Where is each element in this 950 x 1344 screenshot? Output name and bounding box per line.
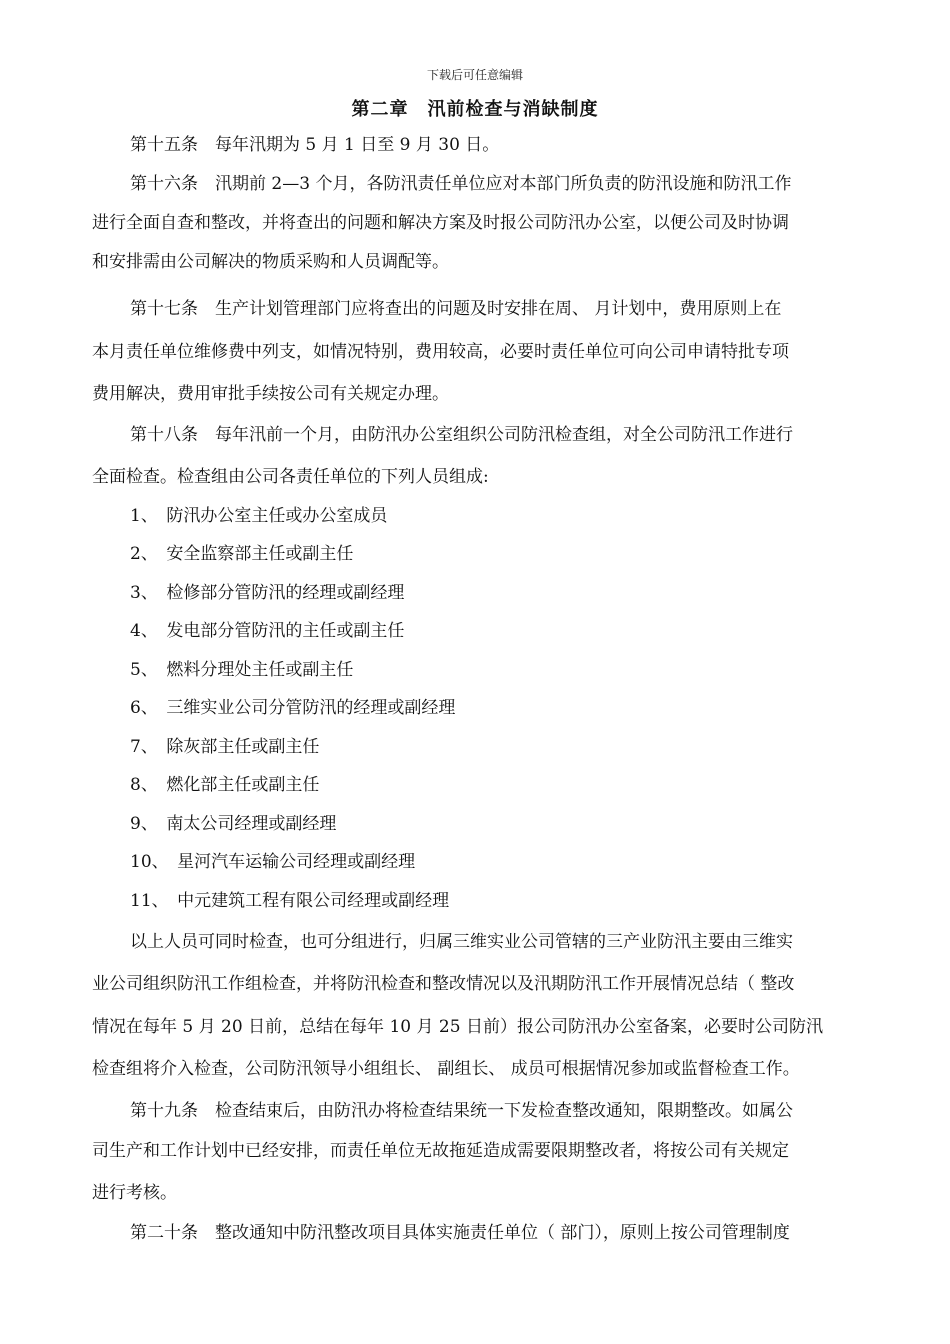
article-16-line-3: 和安排需由公司解决的物质采购和人员调配等。 [92, 252, 449, 272]
article-17-line-3: 费用解决，费用审批手续按公司有关规定办理。 [92, 384, 449, 404]
chapter-title: 第二章 汛前检查与消缺制度 [351, 99, 599, 120]
list-item: 6、 三维实业公司分管防汛的经理或副经理 [130, 698, 456, 718]
list-item: 4、 发电部分管防汛的主任或副主任 [130, 621, 405, 641]
list-item: 2、 安全监察部主任或副主任 [130, 544, 354, 564]
article-19-line-3: 进行考核。 [92, 1183, 177, 1203]
list-item: 8、 燃化部主任或副主任 [130, 775, 320, 795]
list-item: 10、 星河汽车运输公司经理或副经理 [130, 852, 416, 872]
summary-line-2: 业公司组织防汛工作组检查，并将防汛检查和整改情况以及汛期防汛工作开展情况总结（ 整改 [92, 974, 795, 994]
article-19-line-2: 司生产和工作计划中已经安排，而责任单位无故拖延造成需要限期整改者，将按公司有关规定 [92, 1141, 789, 1161]
article-20-line-1: 第二十条 整改通知中防汛整改项目具体实施责任单位（ 部门），原则上按公司管理制度 [130, 1223, 790, 1243]
list-item: 5、 燃料分理处主任或副主任 [130, 660, 354, 680]
article-17-line-1: 第十七条 生产计划管理部门应将查出的问题及时安排在周、 月计划中，费用原则上在 [130, 299, 782, 319]
summary-line-4: 检查组将介入检查，公司防汛领导小组组长、 副组长、 成员可根据情况参加或监督检查工作。 [92, 1059, 800, 1079]
article-18-line-1: 第十八条 每年汛前一个月，由防汛办公室组织公司防汛检查组，对全公司防汛工作进行 [130, 425, 793, 445]
list-item: 7、 除灰部主任或副主任 [130, 737, 320, 757]
list-item: 9、 南太公司经理或副经理 [130, 814, 337, 834]
list-item: 1、 防汛办公室主任或办公室成员 [130, 506, 388, 526]
list-item: 11、 中元建筑工程有限公司经理或副经理 [130, 891, 450, 911]
list-item: 3、 检修部分管防汛的经理或副经理 [130, 583, 405, 603]
article-17-line-2: 本月责任单位维修费中列支，如情况特别，费用较高，必要时责任单位可向公司申请特批专项 [92, 342, 789, 362]
page-header: 下载后可任意编辑 [426, 68, 523, 82]
article-19-line-1: 第十九条 检查结束后，由防汛办将检查结果统一下发检查整改通知，限期整改。如属公 [130, 1101, 793, 1121]
summary-line-1: 以上人员可同时检查，也可分组进行，归属三维实业公司管辖的三产业防汛主要由三维实 [130, 932, 793, 952]
summary-line-3: 情况在每年 5 月 20 日前，总结在每年 10 月 25 日前）报公司防汛办公室备案，必要时公司防汛 [92, 1017, 823, 1037]
article-15: 第十五条 每年汛期为 5 月 1 日至 9 月 30 日。 [130, 135, 500, 155]
article-16-line-2: 进行全面自查和整改，并将查出的问题和解决方案及时报公司防汛办公室，以便公司及时协调 [92, 213, 789, 233]
article-18-line-2: 全面检查。检查组由公司各责任单位的下列人员组成: [92, 467, 489, 487]
article-16-line-1: 第十六条 汛期前 2—3 个月，各防汛责任单位应对本部门所负责的防汛设施和防汛工作 [130, 174, 792, 194]
